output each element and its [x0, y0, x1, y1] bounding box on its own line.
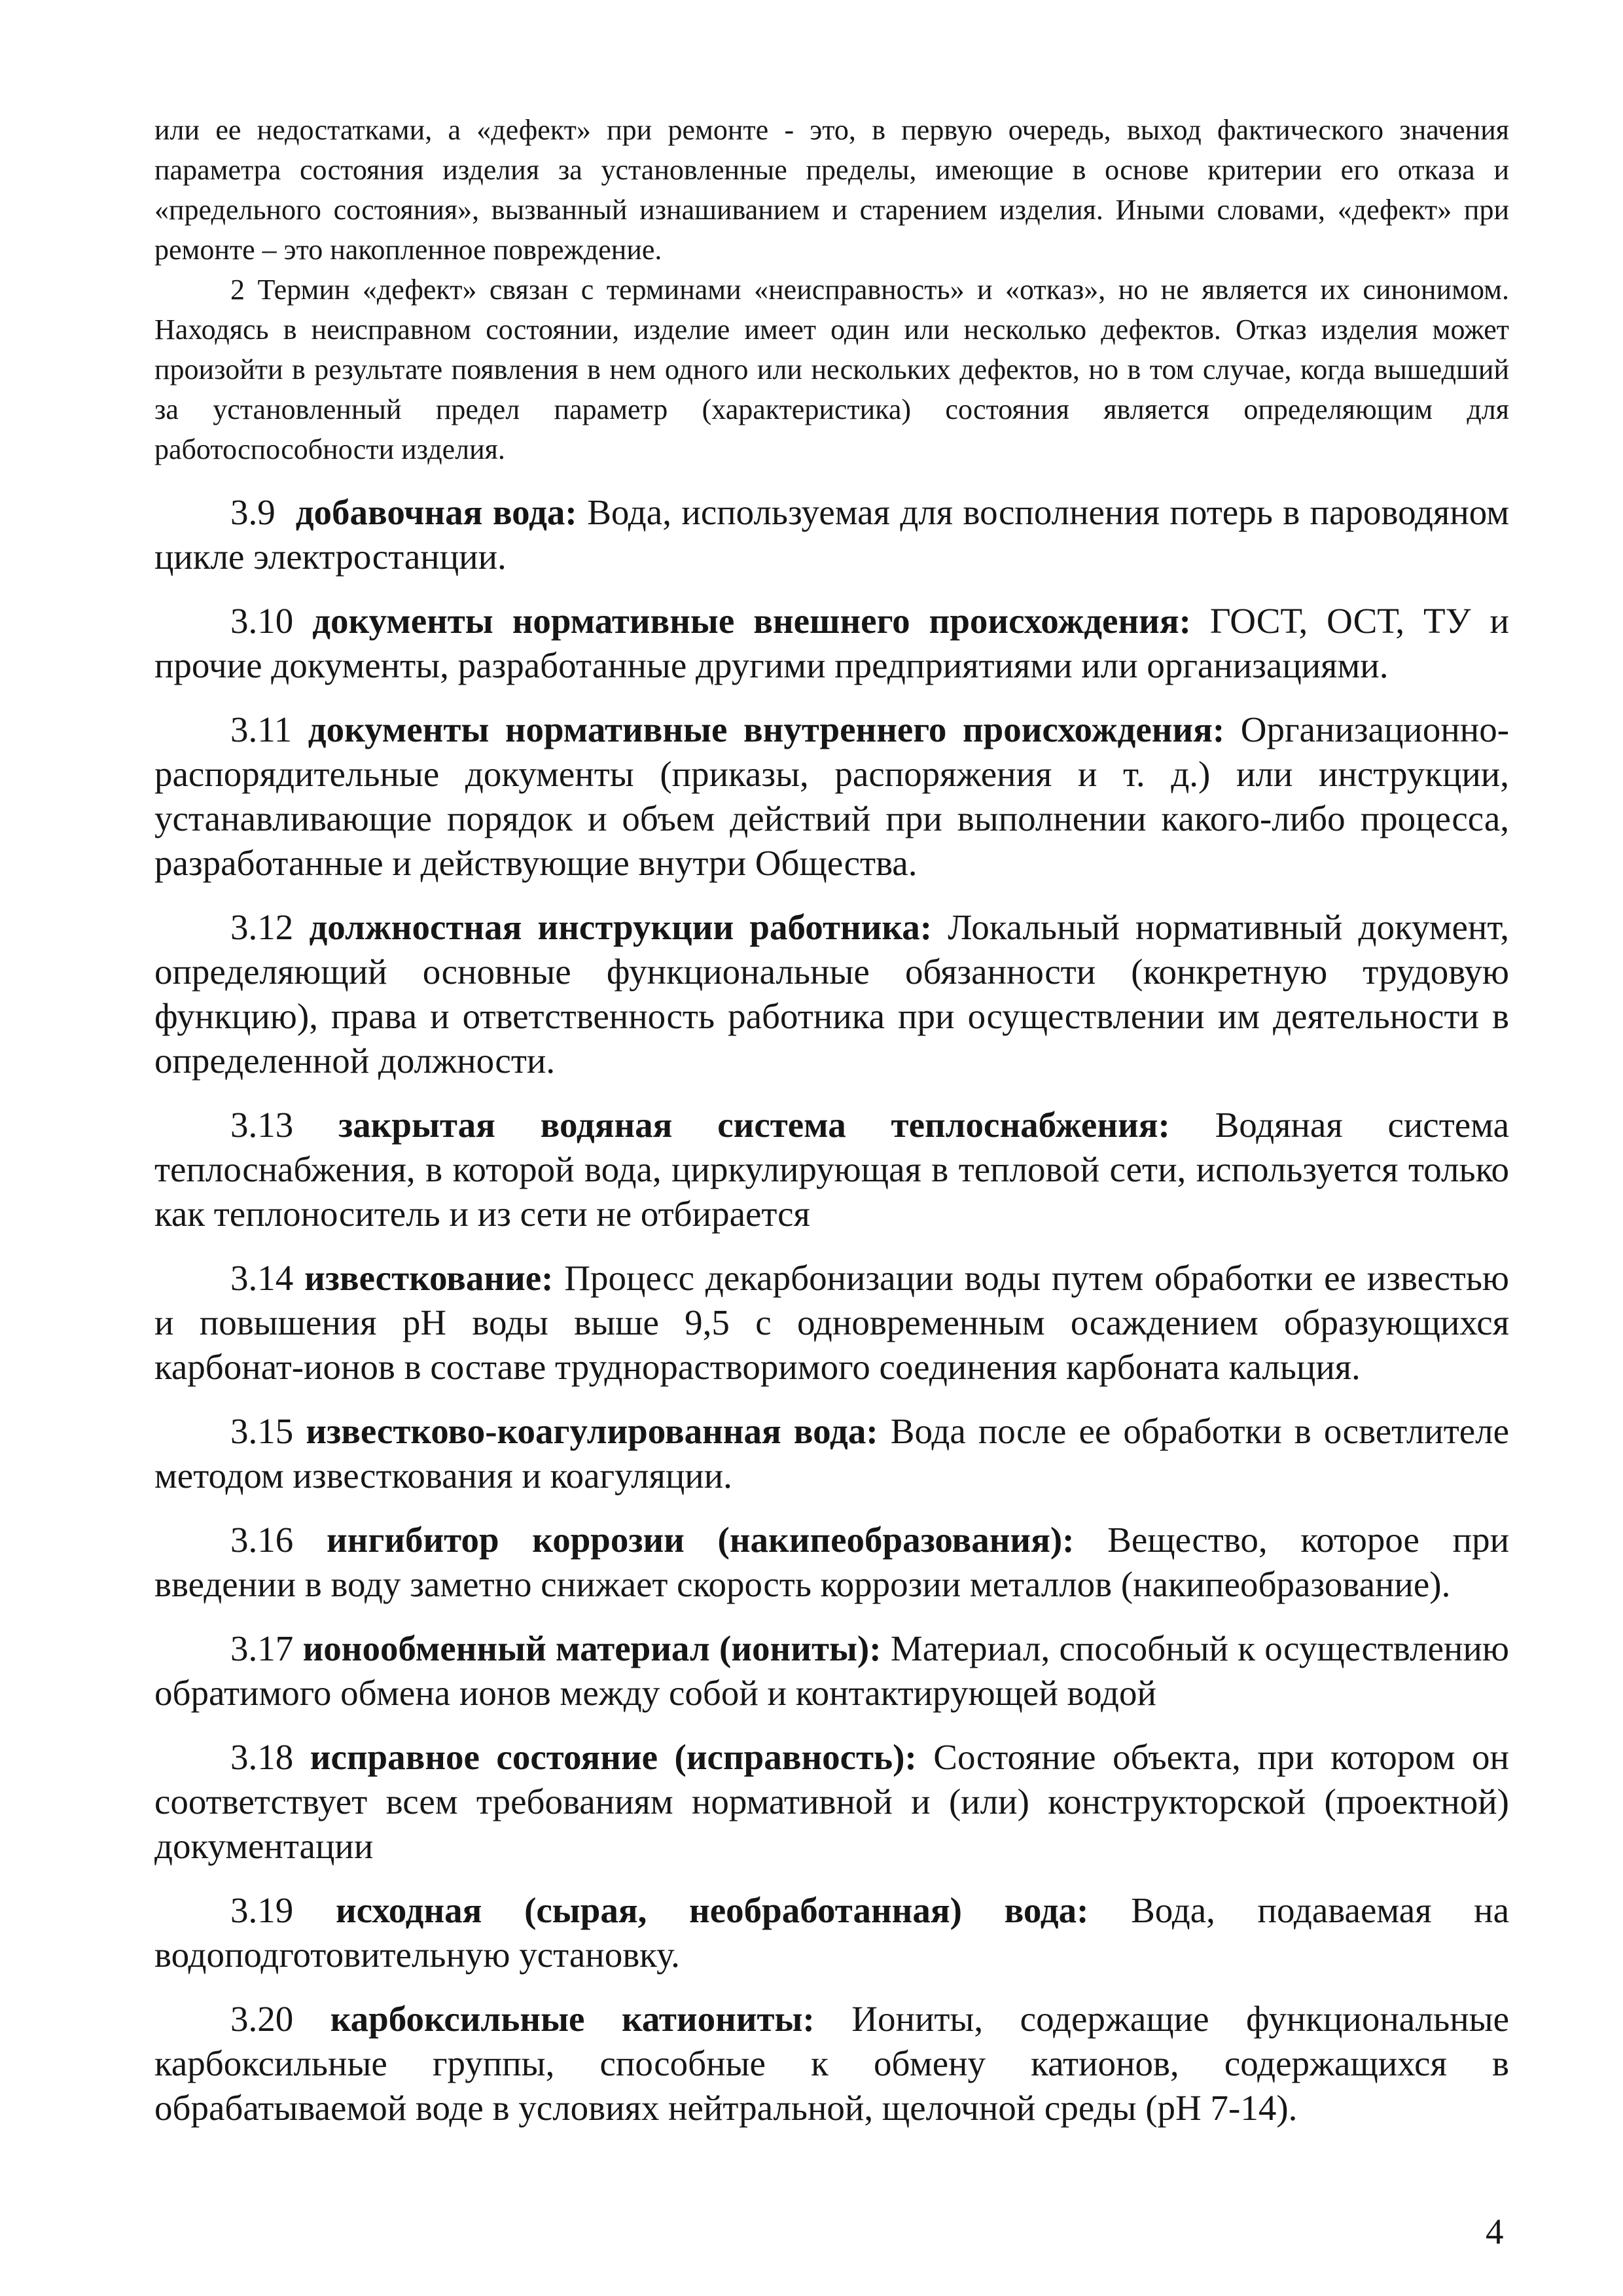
term-3-15: [154, 1409, 1509, 1498]
term-3-13: [154, 1103, 1509, 1236]
term-definition: Материал, способный к осуществлению обратимого обмена ионов между собой и контактирующей водой: [154, 1628, 1509, 1713]
term-number: 3.15: [230, 1411, 294, 1451]
term-definition: Вещество, которое при введении в воду заметно снижает скорость коррозии металлов (накипеобразование).: [154, 1520, 1510, 1604]
term-name: ингибитор коррозии (накипеобразования):: [326, 1520, 1075, 1560]
term-number: 3.19: [230, 1890, 294, 1930]
note-continuation: или ее недостатками, а «дефект» при ремонте - это, в первую очередь, выход фактического значения параметра состояния изделия за установленные пределы, имеющие в основе критерии его отказа и «предельного состояния», вызванный изнашиванием и старением изделия. Иными словами, «дефект» при ремонте – это накопленное повреждение.: [154, 114, 1509, 266]
term-definition: Процесс декарбонизации воды путем обработки ее известью и повышения рН воды выше 9,5 с одновременным осаждением образующихся карбонат-ионов в составе труднорастворимого соединения карбоната кальция.: [154, 1258, 1510, 1387]
term-name: исходная (сырая, необработанная) вода:: [335, 1890, 1089, 1930]
page-number: 4: [1486, 2212, 1504, 2251]
term-number: 3.14: [230, 1258, 294, 1298]
term-3-14: [154, 1256, 1509, 1390]
term-name: документы нормативные внешнего происхождения:: [312, 601, 1191, 641]
term-number: 3.17: [230, 1628, 294, 1668]
term-definition: ГОСТ, ОСТ, ТУ и прочие документы, разработанные другими предприятиями или организациями.: [154, 601, 1509, 685]
term-definition: Состояние объекта, при котором он соответствует всем требованиям нормативной и (или) конструкторской (проектной) документации: [154, 1737, 1509, 1866]
term-definition: Локальный нормативный документ, определяющий основные функциональные обязанности (конкретную трудовую функцию), права и ответственность работника при осуществлении им деятельности в определенной должности.: [154, 907, 1510, 1081]
term-3-19: [154, 1888, 1509, 1977]
term-number: 3.18: [230, 1737, 294, 1777]
term-name: добавочная вода:: [295, 492, 577, 532]
term-number: 3.10: [230, 601, 294, 641]
term-name: закрытая водяная система теплоснабжения:: [338, 1105, 1170, 1145]
document-page: [154, 110, 1509, 2150]
term-3-12: [154, 905, 1509, 1083]
term-name: должностная инструкции работника:: [309, 907, 933, 947]
term-number: 3.11: [230, 709, 293, 749]
term-3-18: [154, 1735, 1509, 1869]
term-name: карбоксильные катиониты:: [330, 1999, 815, 2039]
term-name: известково-коагулированная вода:: [306, 1411, 878, 1451]
term-definition: Организационно-распорядительные документы (приказы, распоряжения и т. д.) или инструкции, устанавливающие порядок и объем действий при выполнении какого-либо процесса, разработанные и действующие внутри Общества.: [154, 709, 1510, 883]
term-3-20: [154, 1997, 1509, 2130]
term-number: 3.12: [230, 907, 294, 947]
term-definition: Вода, используемая для восполнения потерь в пароводяном цикле электростанции.: [154, 492, 1510, 577]
term-name: ионообменный материал (иониты):: [302, 1628, 882, 1668]
term-definition: Вода, подаваемая на водоподготовительную установку.: [154, 1890, 1510, 1975]
term-definition: Вода после ее обработки в осветлителе методом известкования и коагуляции.: [154, 1411, 1510, 1496]
term-3-16: [154, 1518, 1509, 1607]
term-number: 3.9: [230, 492, 276, 532]
term-number: 3.13: [230, 1105, 294, 1145]
term-3-10: [154, 599, 1509, 688]
term-name: документы нормативные внутреннего происхождения:: [308, 709, 1225, 749]
term-number: 3.16: [230, 1520, 294, 1560]
term-name: исправное состояние (исправность):: [310, 1737, 917, 1777]
term-definition: Водяная система теплоснабжения, в которой вода, циркулирующая в тепловой сети, используется только как теплоноситель и из сети не отбирается: [154, 1105, 1509, 1234]
term-definition: Иониты, содержащие функциональные карбоксильные группы, способные к обмену катионов, содержащихся в обрабатываемой воде в условиях нейтральной, щелочной среды (рН 7-14).: [154, 1999, 1509, 2128]
term-3-17: [154, 1626, 1509, 1715]
note-2: 2 Термин «дефект» связан с терминами «неисправность» и «отказ», но не является их синонимом. Находясь в неисправном состоянии, изделие имеет один или несколько дефектов. Отказ изделия может произойти в результате появления в нем одного или нескольких дефектов, но в том случае, когда вышедший за установленный предел параметр (характеристика) состояния является определяющим для работоспособности изделия.: [154, 274, 1509, 465]
term-3-9: [154, 490, 1509, 579]
term-3-11: [154, 708, 1509, 886]
term-name: известкование:: [304, 1258, 554, 1298]
term-number: 3.20: [230, 1999, 294, 2039]
notes-block: [154, 110, 1509, 469]
